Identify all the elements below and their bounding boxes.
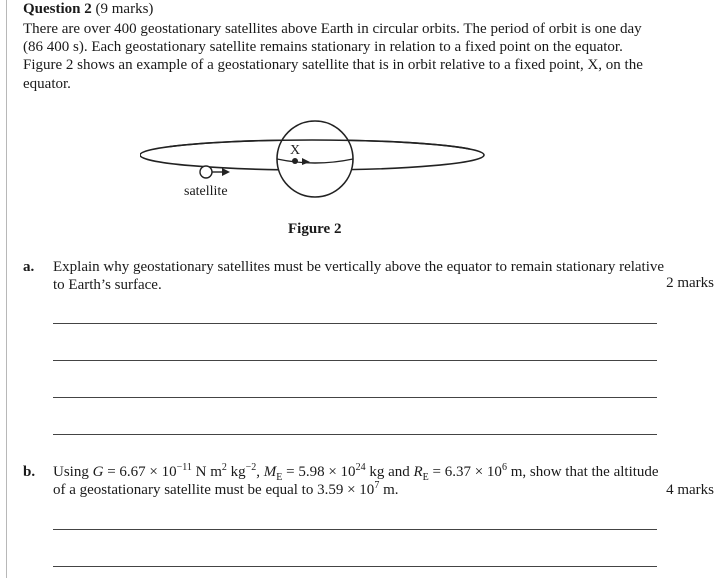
question-number: Question 2 — [23, 1, 92, 17]
question-title — [23, 0, 153, 18]
intro-line: Figure 2 shows an example of a geostationary satellite that is in orbit relative to a fixed point, X, on the — [23, 57, 643, 74]
part-a-marks: 2 marks — [666, 275, 714, 291]
answer-line[interactable] — [53, 529, 657, 530]
part-b-letter: b. — [23, 464, 36, 480]
point-x-label: X — [290, 143, 301, 158]
answer-line[interactable] — [53, 434, 657, 435]
part-b-question — [53, 463, 663, 499]
part-b-line-1: Using $G = 6.67 \times 10^{-11}$ N $m^2$ $kg^{-2}$, $M_E = 5.98 \times 10^{24}$ kg and $R_E = 6.37 \times 10^6$ m, show that the altitude — [53, 462, 659, 483]
margin-rule — [6, 0, 7, 578]
point-x-dot — [292, 158, 298, 164]
satellite-velocity-arrow — [222, 168, 230, 176]
part-a-line: Explain why geostationary satellites must be vertically above the equator to remain stationary relative — [53, 259, 665, 275]
question-intro — [23, 20, 663, 93]
figure-caption: Figure 2 — [288, 221, 342, 237]
intro-line: There are over 400 geostationary satellites above Earth in circular orbits. The period of orbit is one day — [23, 21, 642, 37]
question-marks: (9 marks) — [95, 1, 154, 17]
part-a-letter: a. — [23, 259, 35, 275]
answer-line[interactable] — [53, 360, 657, 361]
answer-line[interactable] — [53, 323, 657, 324]
part-b-line-2: of a geostationary satellite must be equal to $3.59 \times 10^7$ m. — [53, 480, 399, 498]
earth-circle — [277, 121, 353, 197]
part-a-question — [53, 258, 663, 294]
part-b-marks: 4 marks — [666, 482, 714, 498]
part-a-line: to Earth’s surface. — [53, 277, 162, 293]
intro-line: (86 400 s). Each geostationary satellite remains stationary in relation to a fixed point on the equator. — [23, 39, 623, 56]
answer-line[interactable] — [53, 397, 657, 398]
answer-line[interactable] — [53, 566, 657, 567]
intro-line: equator. — [23, 75, 71, 92]
satellite-marker — [200, 166, 212, 178]
satellite-label: satellite — [184, 184, 228, 199]
